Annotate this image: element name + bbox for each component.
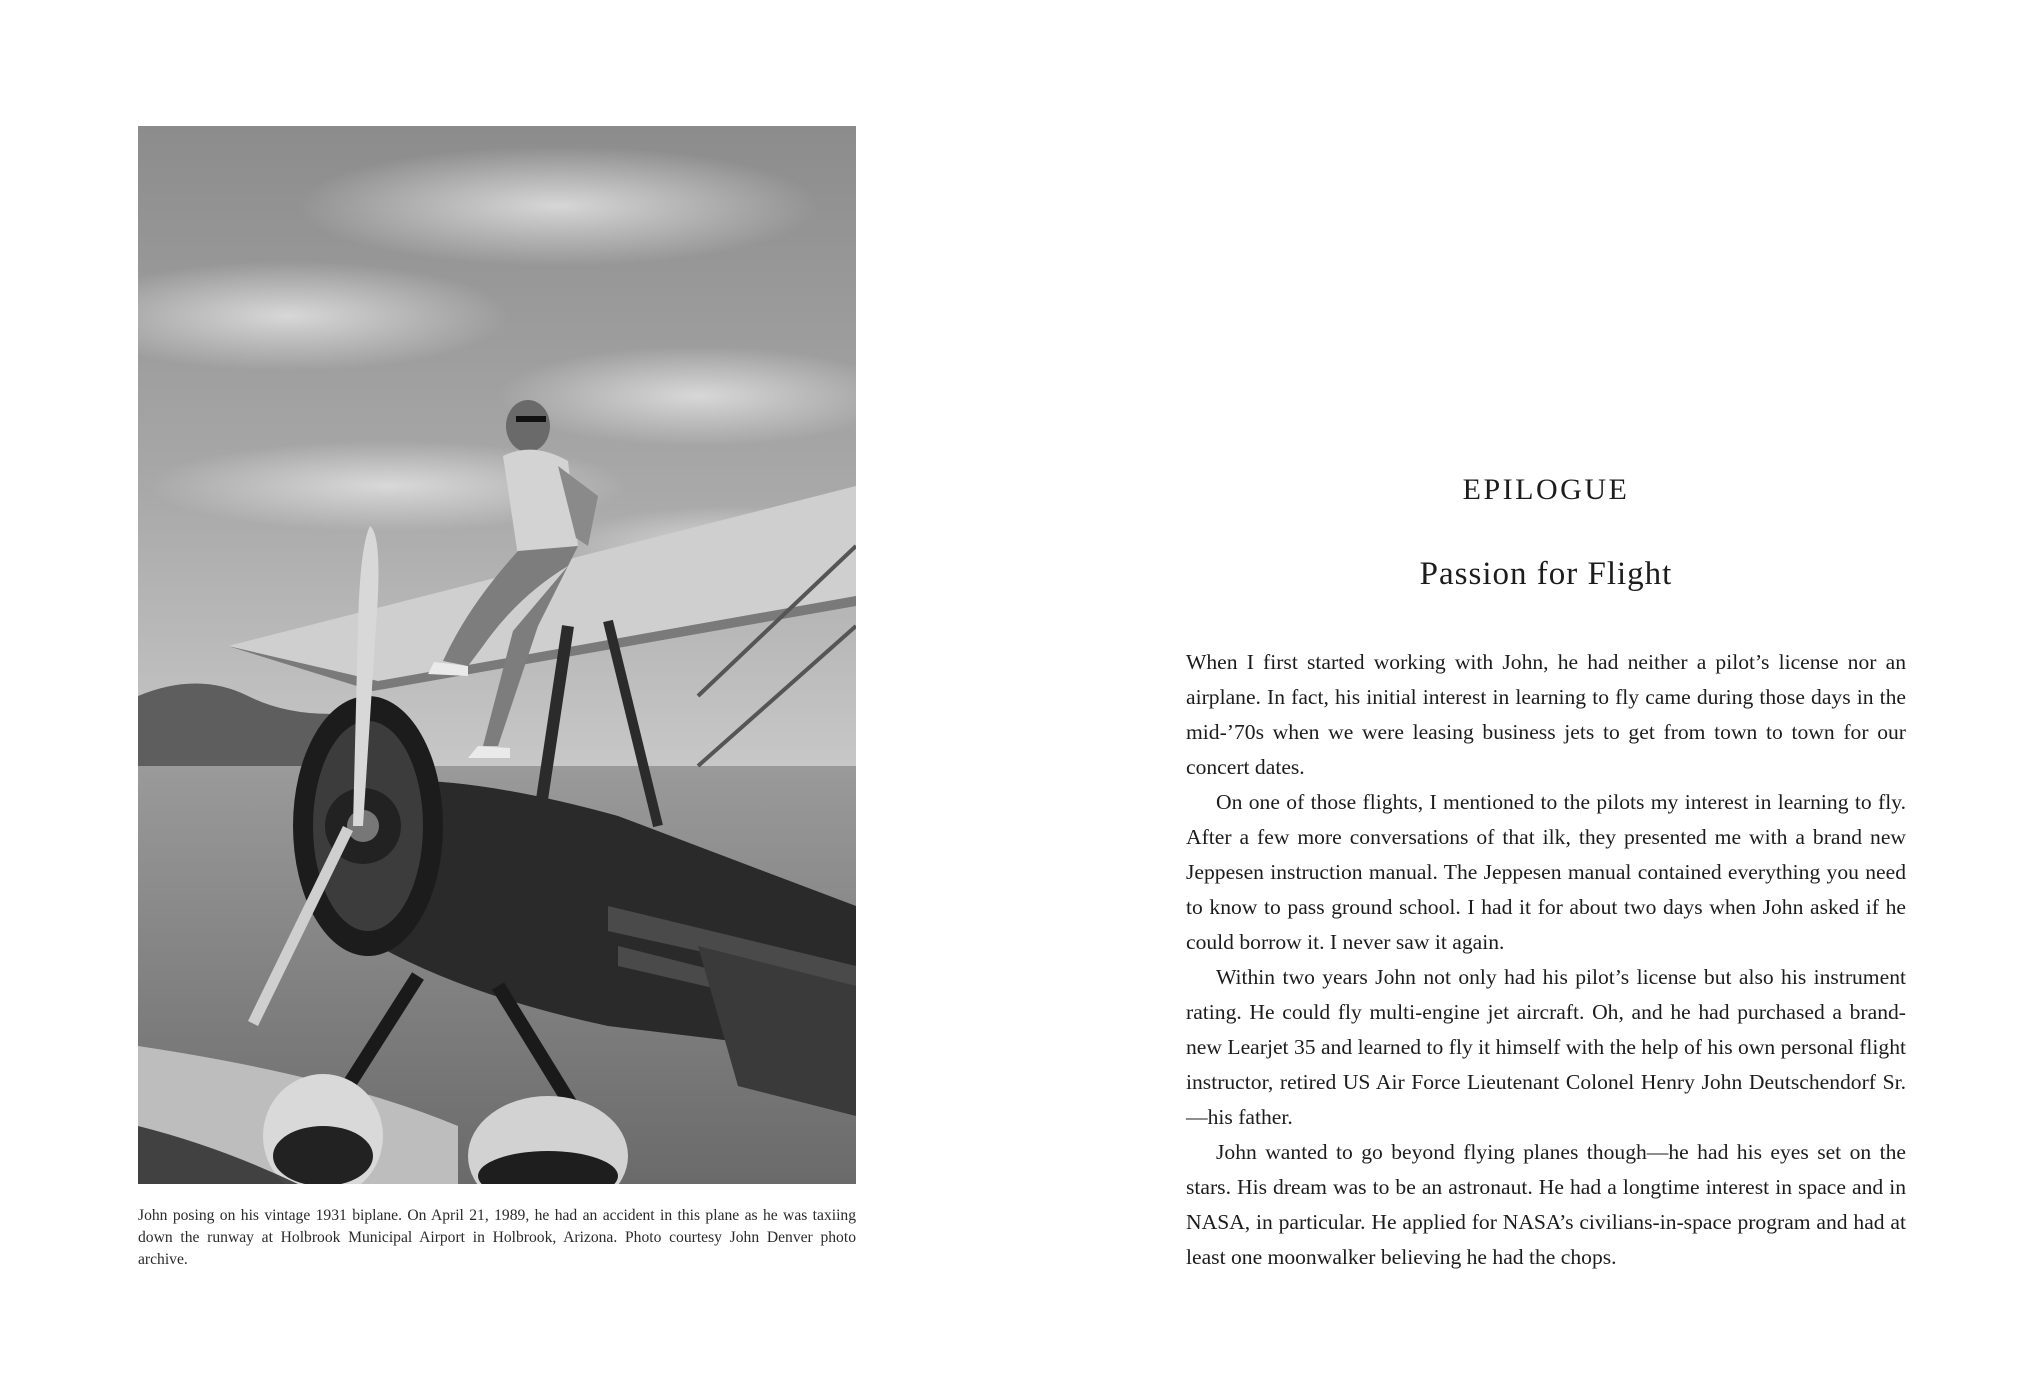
body-paragraph: Within two years John not only had his pilot’s license but also his instrument rating. He could fly multi-engine jet aircraft. Oh, and he had purchased a brand-new Learjet 35 and learned to fly it himself with the help of his own personal flight instructor, retired US Air Force Lieutenant Colonel Henry John Deutschendorf Sr.—his father. bbox=[1186, 965, 1906, 1129]
chapter-label: EPILOGUE bbox=[1462, 473, 1630, 506]
body-paragraph: When I first started working with John, he had neither a pilot’s license nor an airplane. In fact, his initial interest in learning to fly came during those days in the mid-’70s when we were leasing business jets to get from town to town for our concert dates. bbox=[1186, 650, 1906, 779]
photo-caption: John posing on his vintage 1931 biplane. On April 21, 1989, he had an accident in this plane as he was taxiing down the runway at Holbrook Municipal Airport in Holbrook, Arizona. Photo courtesy John Denver photo archive. bbox=[138, 1207, 856, 1268]
photo-biplane-illustration bbox=[138, 126, 856, 1184]
chapter-title: Passion for Flight bbox=[1419, 556, 1673, 592]
chapter-body bbox=[1186, 645, 1906, 1275]
biplane-photo bbox=[138, 126, 856, 1184]
right-page bbox=[1011, 0, 2022, 1400]
body-paragraph: John wanted to go beyond flying planes though—he had his eyes set on the stars. His dream was to be an astronaut. He had a longtime interest in space and in NASA, in particular. He applied for NASA’s civilians-in-space program and had at least one moonwalker believing he had the chops. bbox=[1186, 1140, 1906, 1269]
body-paragraph: On one of those flights, I mentioned to the pilots my interest in learning to fly. After a few more conversations of that ilk, they presented me with a brand new Jeppesen instruction manual. The Jeppesen manual contained everything you need to know to pass ground school. I had it for about two days when John asked if he could borrow it. I never saw it again. bbox=[1186, 790, 1906, 954]
